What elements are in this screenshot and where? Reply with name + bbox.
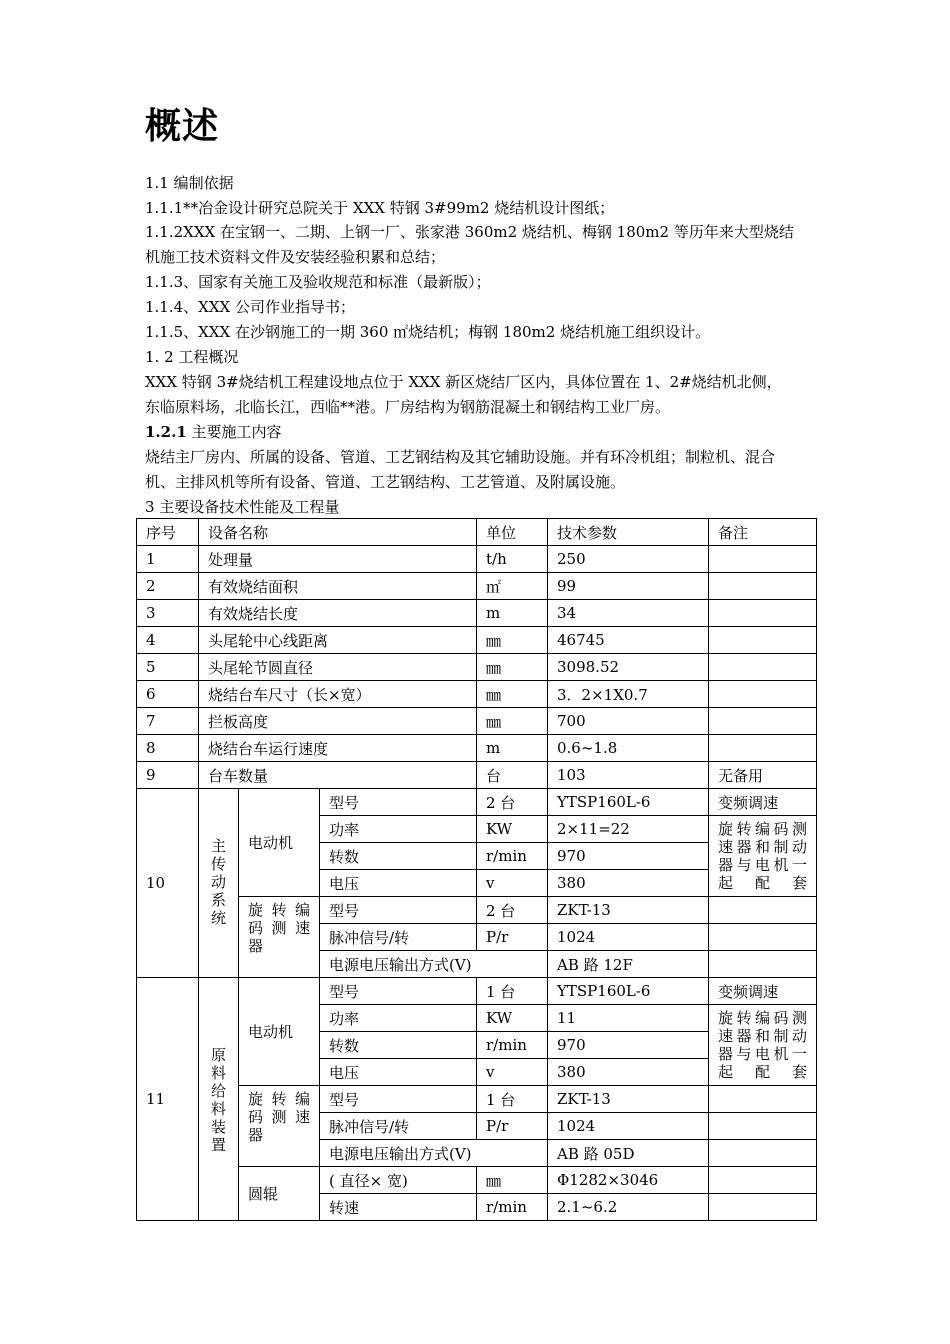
system-name-vertical — [199, 789, 239, 978]
table-cell: ㎡ — [477, 573, 548, 600]
table-cell: 型号 — [320, 978, 477, 1005]
row-number: 10 — [137, 789, 199, 978]
system-char: 传 — [210, 855, 226, 873]
table-cell: t/h — [477, 546, 548, 573]
table-cell: YTSP160L-6 — [548, 978, 709, 1005]
table-row — [137, 1086, 817, 1113]
table-cell: 功率 — [320, 1005, 477, 1032]
table-cell: 8 — [137, 735, 199, 762]
table-cell: Φ1282×3046 — [548, 1167, 709, 1194]
header-cell: 备注 — [709, 519, 817, 546]
table-cell: 脉冲信号/转 — [320, 924, 477, 951]
table-cell: 5 — [137, 654, 199, 681]
table-cell: 转速 — [320, 1194, 477, 1221]
table-row — [137, 789, 817, 816]
paragraph: XXX 特钢 3#烧结机工程建设地点位于 XXX 新区烧结厂区内，具体位置在 1、2#烧结机北侧， — [145, 373, 782, 391]
table-cell: 脉冲信号/转 — [320, 1113, 477, 1140]
table-cell: 型号 — [320, 1086, 477, 1113]
subsection-number: 1.2.1 — [145, 423, 187, 441]
subsection-heading — [145, 420, 817, 445]
table-cell: 电源电压输出方式(V) — [320, 1140, 548, 1167]
paragraph: 机、主排风机等所有设备、管道、工艺钢结构、工艺管道、及附属设施。 — [145, 473, 626, 491]
paragraph: 东临原料场，北临长江，西临**港。厂房结构为钢筋混凝土和钢结构工业厂房。 — [145, 398, 671, 416]
table-cell: 1024 — [548, 924, 709, 951]
system-char: 原 — [210, 1046, 226, 1064]
table-cell — [709, 654, 817, 681]
table-row — [137, 762, 817, 789]
table-cell — [709, 1167, 817, 1194]
paragraph: 1.1.3、国家有关施工及验收规范和标准（最新版）； — [145, 273, 491, 291]
system-name-vertical — [199, 978, 239, 1221]
table-cell — [709, 1086, 817, 1113]
section-heading: 1. 2 工程概况 — [145, 348, 239, 366]
table-cell: 103 — [548, 762, 709, 789]
table-cell: ZKT-13 — [548, 1086, 709, 1113]
table-cell: r/min — [477, 1032, 548, 1059]
remark-cell: 旋转编码测速器和制动器与电机一起配套 — [709, 816, 817, 897]
paragraph: 1.1.2XXX 在宝钢一、二期、上钢一厂、张家港 360m2 烧结机、梅钢 180m2 等历年来大型烧结 — [145, 223, 794, 241]
table-cell: ㎜ — [477, 627, 548, 654]
table-cell: 2.1~6.2 — [548, 1194, 709, 1221]
table-cell: 烧结台车运行速度 — [199, 735, 477, 762]
table-cell: 有效烧结面积 — [199, 573, 477, 600]
table-cell — [709, 924, 817, 951]
table-cell: P/r — [477, 924, 548, 951]
table-cell: 转数 — [320, 843, 477, 870]
header-cell: 单位 — [477, 519, 548, 546]
system-char: 料 — [210, 1100, 226, 1118]
table-cell: ㎜ — [477, 708, 548, 735]
table-cell: 1 台 — [477, 978, 548, 1005]
remark-cell: 变频调速 — [709, 789, 817, 816]
header-cell: 技术参数 — [548, 519, 709, 546]
table-cell: 台 — [477, 762, 548, 789]
table-cell: 970 — [548, 1032, 709, 1059]
row-number: 11 — [137, 978, 199, 1221]
table-cell: 1024 — [548, 1113, 709, 1140]
table-cell: 970 — [548, 843, 709, 870]
paragraph: 1.1.4、XXX 公司作业指导书； — [145, 298, 355, 316]
table-cell: 9 — [137, 762, 199, 789]
table-cell: 2 — [137, 573, 199, 600]
motor-label: 电动机 — [239, 978, 320, 1086]
table-cell: 无备用 — [709, 762, 817, 789]
motor-label: 电动机 — [239, 789, 320, 897]
table-row — [137, 654, 817, 681]
table-header-row — [137, 519, 817, 546]
table-cell — [709, 600, 817, 627]
table-cell — [709, 1113, 817, 1140]
table-cell: ㎜ — [477, 1167, 548, 1194]
system-char: 主 — [210, 837, 226, 855]
table-cell: 台车数量 — [199, 762, 477, 789]
table-cell: ZKT-13 — [548, 897, 709, 924]
table-cell: 99 — [548, 573, 709, 600]
table-cell: 250 — [548, 546, 709, 573]
table-cell: 700 — [548, 708, 709, 735]
table-row — [137, 978, 817, 1005]
table-row — [137, 708, 817, 735]
table-cell: 处理量 — [199, 546, 477, 573]
table-cell: 380 — [548, 1059, 709, 1086]
table-cell: AB 路 12F — [548, 951, 709, 978]
table-cell: m — [477, 600, 548, 627]
system-char: 给 — [210, 1082, 226, 1100]
table-cell: YTSP160L-6 — [548, 789, 709, 816]
table-row — [137, 627, 817, 654]
table-cell — [709, 681, 817, 708]
table-cell: 46745 — [548, 627, 709, 654]
equipment-spec-table — [136, 518, 817, 1221]
remark-cell: 变频调速 — [709, 978, 817, 1005]
subsection-title: 主要施工内容 — [186, 423, 282, 441]
table-row — [137, 681, 817, 708]
table-cell: 34 — [548, 600, 709, 627]
header-cell: 设备名称 — [199, 519, 477, 546]
table-cell: v — [477, 870, 548, 897]
table-row — [137, 546, 817, 573]
section-heading: 1.1 编制依据 — [145, 174, 234, 192]
table-cell: AB 路 05D — [548, 1140, 709, 1167]
table-cell: KW — [477, 1005, 548, 1032]
table-cell — [709, 951, 817, 978]
paragraph: 烧结主厂房内、所属的设备、管道、工艺钢结构及其它辅助设施。并有环冷机组；制粒机、混合 — [145, 448, 776, 466]
encoder-label: 旋 转 编 码 测 速 器 — [239, 1086, 320, 1167]
table-cell: 头尾轮节圆直径 — [199, 654, 477, 681]
table-cell: 电压 — [320, 1059, 477, 1086]
table-cell: 型号 — [320, 897, 477, 924]
table-cell: KW — [477, 816, 548, 843]
encoder-label: 旋 转 编 码 测 速 器 — [239, 897, 320, 978]
table-cell: ㎜ — [477, 654, 548, 681]
table-cell — [709, 708, 817, 735]
table-cell: 0.6~1.8 — [548, 735, 709, 762]
page-title: 概述 — [145, 106, 220, 147]
table-cell: ㎜ — [477, 681, 548, 708]
table-row — [137, 735, 817, 762]
table-cell — [709, 735, 817, 762]
table-cell: r/min — [477, 1194, 548, 1221]
table-cell: v — [477, 1059, 548, 1086]
table-cell: 7 — [137, 708, 199, 735]
table-cell — [709, 1140, 817, 1167]
table-cell: 拦板高度 — [199, 708, 477, 735]
table-row — [137, 1167, 817, 1194]
table-row — [137, 897, 817, 924]
table-cell — [709, 573, 817, 600]
table-cell: 转数 — [320, 1032, 477, 1059]
paragraph: 机施工技术资料文件及安装经验积累和总结； — [145, 248, 446, 266]
table-cell: 1 台 — [477, 1086, 548, 1113]
table-cell — [709, 1194, 817, 1221]
table-row — [137, 600, 817, 627]
remark-cell: 旋转编码测速器和制动器与电机一起配套 — [709, 1005, 817, 1086]
table-cell: 烧结台车尺寸（长×宽） — [199, 681, 477, 708]
table-cell: 3 — [137, 600, 199, 627]
system-char: 动 — [210, 873, 226, 891]
table-cell: 型号 — [320, 789, 477, 816]
table-cell: 2 台 — [477, 897, 548, 924]
table-cell: 有效烧结长度 — [199, 600, 477, 627]
table-cell: 11 — [548, 1005, 709, 1032]
roller-label: 圆辊 — [239, 1167, 320, 1221]
table-cell — [709, 627, 817, 654]
table-cell: 电源电压输出方式(V) — [320, 951, 548, 978]
header-cell: 序号 — [137, 519, 199, 546]
table-cell: 2 台 — [477, 789, 548, 816]
table-cell: 电压 — [320, 870, 477, 897]
table-cell: 4 — [137, 627, 199, 654]
paragraph: 1.1.5、XXX 在沙钢施工的一期 360 ㎡烧结机；梅钢 180m2 烧结机施工组织设计。 — [145, 323, 711, 341]
system-char: 统 — [210, 909, 226, 927]
paragraph: 1.1.1**冶金设计研究总院关于 XXX 特钢 3#99m2 烧结机设计图纸； — [145, 199, 615, 217]
section-heading: 3 主要设备技术性能及工程量 — [145, 498, 340, 516]
table-cell: 1 — [137, 546, 199, 573]
table-cell: 380 — [548, 870, 709, 897]
table-cell: 头尾轮中心线距离 — [199, 627, 477, 654]
table-cell: P/r — [477, 1113, 548, 1140]
table-cell: 2×11=22 — [548, 816, 709, 843]
system-char: 系 — [210, 891, 226, 909]
system-char: 装 — [210, 1118, 226, 1136]
table-cell: 6 — [137, 681, 199, 708]
table-cell — [709, 897, 817, 924]
table-row — [137, 573, 817, 600]
system-char: 置 — [210, 1136, 226, 1154]
table-cell: r/min — [477, 843, 548, 870]
table-cell: 3098.52 — [548, 654, 709, 681]
system-char: 料 — [210, 1064, 226, 1082]
table-cell: 3．2×1X0.7 — [548, 681, 709, 708]
table-cell — [709, 546, 817, 573]
table-cell: 功率 — [320, 816, 477, 843]
table-cell: ( 直径× 宽) — [320, 1167, 477, 1194]
table-cell: m — [477, 735, 548, 762]
